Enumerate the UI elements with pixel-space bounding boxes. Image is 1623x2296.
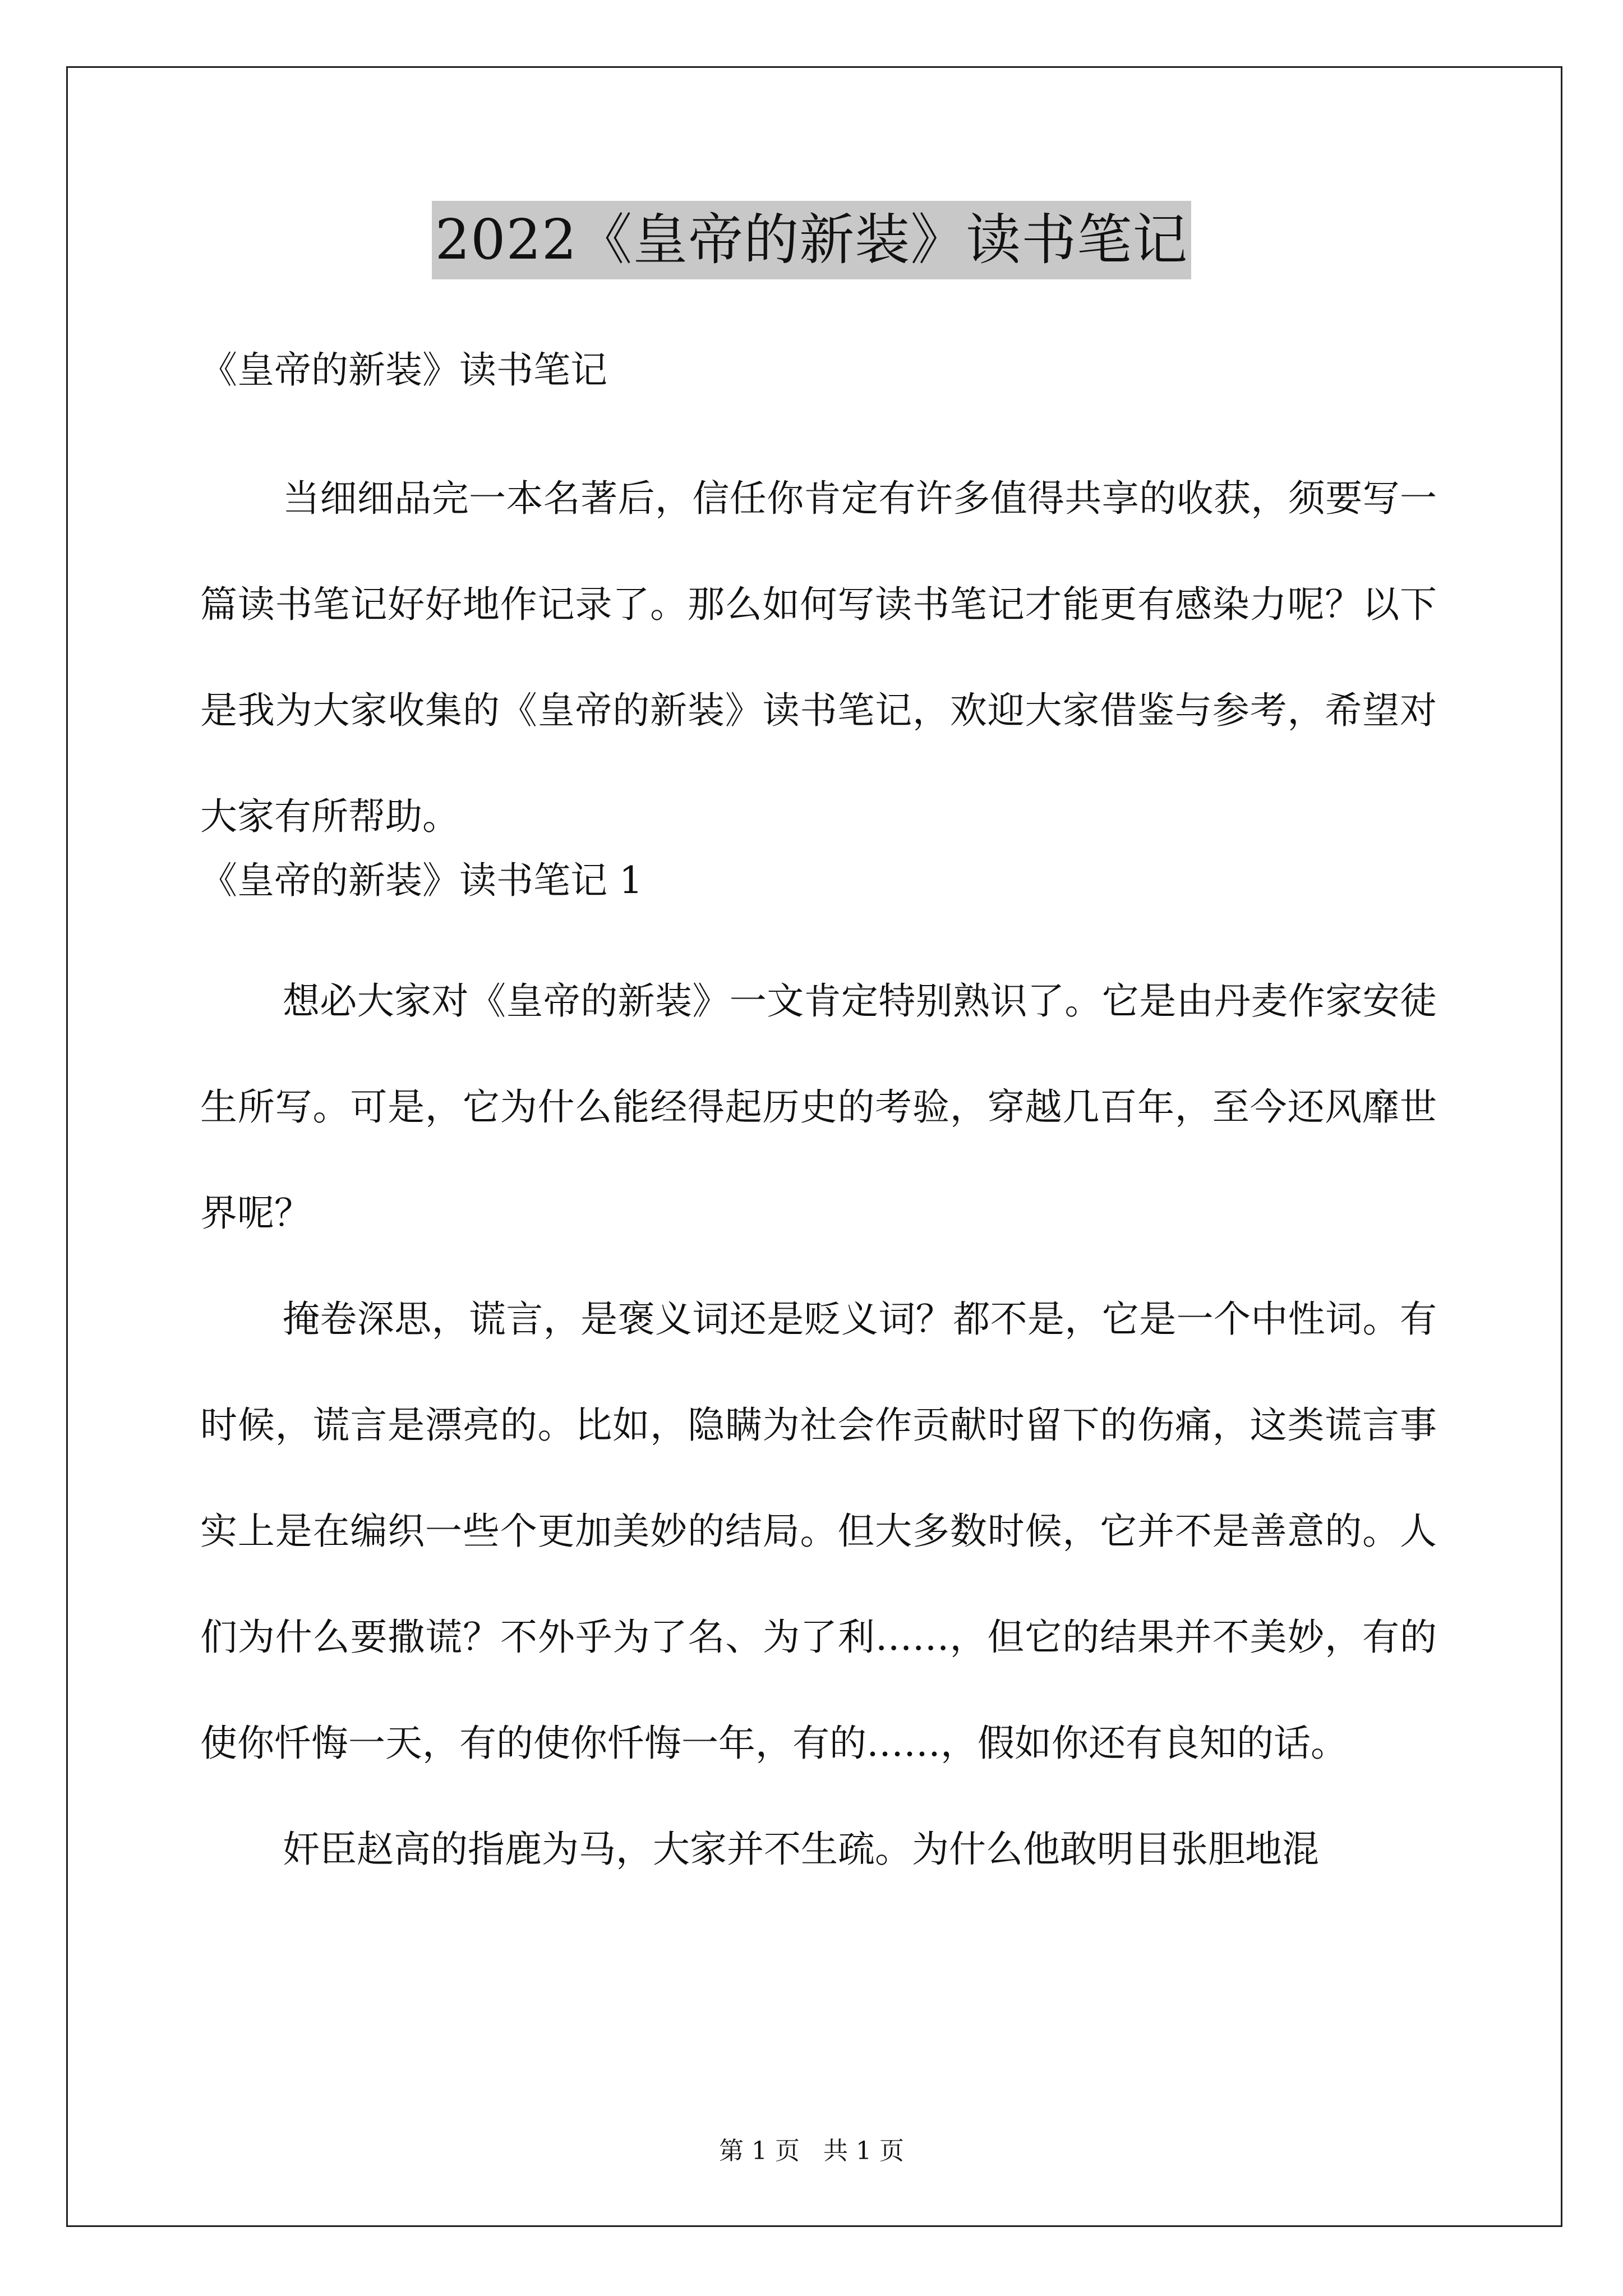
document-body [200,342,1437,1902]
section-heading: 《皇帝的新装》读书笔记 1 [200,859,643,902]
body-paragraph: 想必大家对《皇帝的新装》一文肯定特别熟识了。它是由丹麦作家安徒生所写。可是，它为什么能经得起历史的考验，穿越几百年，至今还风靡世界呢？ [200,979,1437,1235]
intro-paragraph: 当细细品完一本名著后，信任你肯定有许多值得共享的收获，须要写一篇读书笔记好好地作记录了。那么如何写读书笔记才能更有感染力呢？以下是我为大家收集的《皇帝的新装》读书笔记，欢迎大家借鉴与参考，希望对大家有所帮助。 [200,477,1437,838]
title-container [0,201,1623,279]
page-footer: 第 1 页 共 1 页 [719,2137,904,2165]
document-title: 2022《皇帝的新装》读书笔记 [432,201,1191,279]
body-paragraph: 奸臣赵高的指鹿为马，大家并不生疏。为什么他敢明目张胆地混 [283,1828,1319,1871]
body-paragraph: 掩卷深思，谎言，是褒义词还是贬义词？都不是，它是一个中性词。有时候，谎言是漂亮的。比如，隐瞒为社会作贡献时留下的伤痛，这类谎言事实上是在编织一些个更加美妙的结局。但大多数时候，它并不是善意的。人们为什么要撒谎？不外乎为了名、为了利……，但它的结果并不美妙，有的使你忏悔一天，有的使你忏悔一年，有的……，假如你还有良知的话。 [200,1297,1437,1765]
subtitle: 《皇帝的新装》读书笔记 [200,348,607,392]
